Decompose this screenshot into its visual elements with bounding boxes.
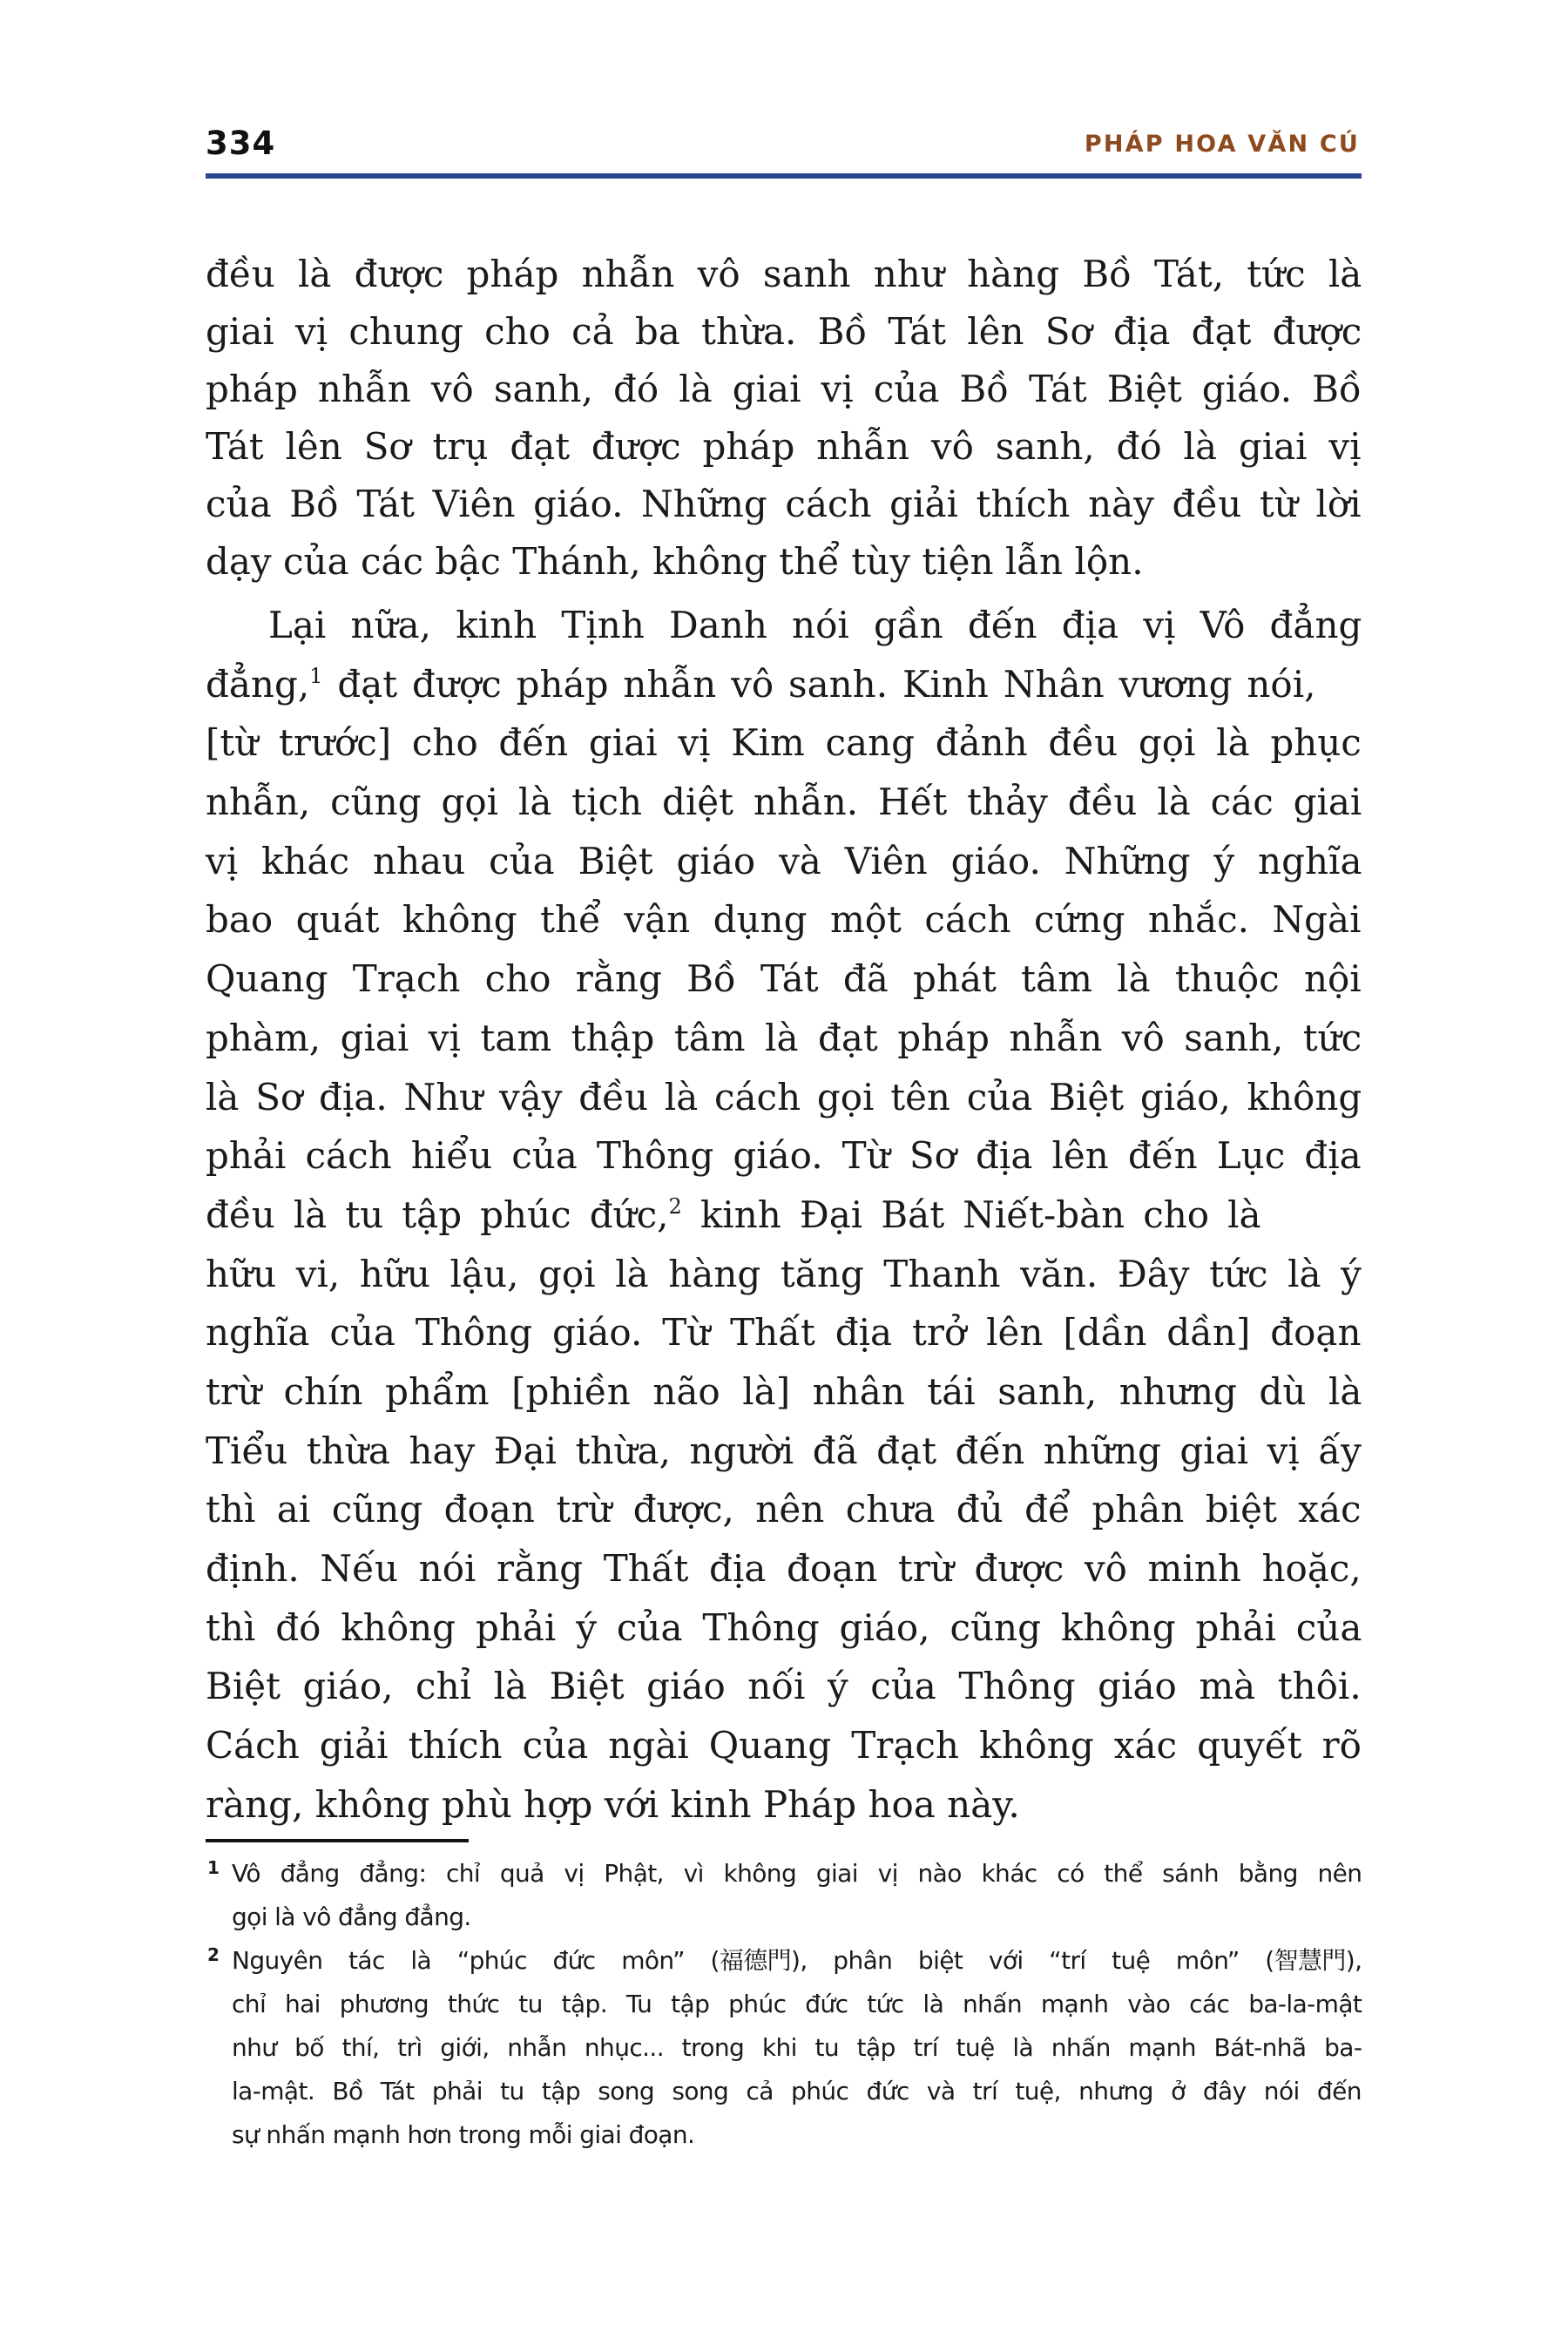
footnote-rule bbox=[206, 1839, 469, 1842]
footnote-marker: 2 bbox=[207, 1944, 220, 1965]
text-line: thì đó không phải ý của Thông giáo, cũng không phải của bbox=[206, 1605, 1362, 1649]
text-line: là Sơ địa. Như vậy đều là cách gọi tên của Biệt giáo, không bbox=[206, 1075, 1362, 1119]
text-line bbox=[206, 1186, 1362, 1245]
footnotes bbox=[206, 1852, 1362, 2157]
text-line: phàm, giai vị tam thập tâm là đạt pháp nhẫn vô sanh, tức bbox=[206, 1016, 1362, 1059]
footnote-ref-2[interactable]: 2 bbox=[668, 1193, 682, 1219]
text-line: nhẫn, cũng gọi là tịch diệt nhẫn. Hết thảy đều là các giai bbox=[206, 781, 1362, 824]
paragraph-2 bbox=[206, 596, 1362, 1834]
footnote-2 bbox=[206, 1939, 1362, 2157]
running-header bbox=[206, 122, 1362, 166]
text-line: dạy của các bậc Thánh, không thể tùy tiện lẫn lộn. bbox=[206, 540, 1144, 583]
text-line: nghĩa của Thông giáo. Từ Thất địa trở lên [dần dần] đoạn bbox=[206, 1311, 1362, 1355]
text-line: bao quát không thể vận dụng một cách cứng nhắc. Ngài bbox=[206, 898, 1362, 942]
footnote-ref-1[interactable]: 1 bbox=[309, 663, 323, 688]
text-line: Quang Trạch cho rằng Bồ Tát đã phát tâm là thuộc nội bbox=[206, 957, 1362, 1001]
footnote-line: Vô đẳng đẳng: chỉ quả vị Phật, vì không giai vị nào khác có thể sánh bằng nên bbox=[232, 1859, 1362, 1888]
footnote-line: sự nhấn mạnh hơn trong mỗi giai đoạn. bbox=[232, 2120, 695, 2149]
footnote-line: gọi là vô đẳng đẳng. bbox=[232, 1903, 471, 1931]
text-segment: đạt được pháp nhẫn vô sanh. Kinh Nhân vương nói, bbox=[337, 662, 1316, 706]
text-line: của Bồ Tát Viên giáo. Những cách giải thích này đều từ lời bbox=[206, 483, 1362, 525]
text-segment: kinh Đại Bát Niết-bàn cho là bbox=[700, 1193, 1261, 1236]
text-line: thì ai cũng đoạn trừ được, nên chưa đủ để phân biệt xác bbox=[206, 1488, 1362, 1531]
text-segment: đều là tu tập phúc đức, bbox=[206, 1193, 669, 1236]
text-line: Lại nữa, kinh Tịnh Danh nói gần đến địa vị Vô đẳng bbox=[268, 604, 1362, 646]
text-line: Biệt giáo, chỉ là Biệt giáo nối ý của Thông giáo mà thôi. bbox=[206, 1665, 1362, 1708]
text-line bbox=[206, 655, 1362, 714]
text-line: trừ chín phẩm [phiền não là] nhân tái sanh, nhưng dù là bbox=[206, 1369, 1362, 1413]
text-line: pháp nhẫn vô sanh, đó là giai vị của Bồ Tát Biệt giáo. Bồ bbox=[206, 368, 1362, 410]
text-line: ràng, không phù hợp với kinh Pháp hoa này. bbox=[206, 1782, 1020, 1826]
text-line: vị khác nhau của Biệt giáo và Viên giáo. Những ý nghĩa bbox=[206, 839, 1362, 882]
header-rule bbox=[206, 173, 1362, 179]
footnote-line: la-mật. Bồ Tát phải tu tập song song cả phúc đức và trí tuệ, nhưng ở đây nói đến bbox=[232, 2077, 1362, 2105]
footnote-line: như bố thí, trì giới, nhẫn nhục... trong khi tu tập trí tuệ là nhấn mạnh Bát-nhã ba- bbox=[232, 2033, 1362, 2062]
footnote-1 bbox=[206, 1852, 1362, 1939]
footnote-line: chỉ hai phương thức tu tập. Tu tập phúc đức tức là nhấn mạnh vào các ba-la-mật bbox=[232, 1990, 1362, 2018]
text-line: phải cách hiểu của Thông giáo. Từ Sơ địa lên đến Lục địa bbox=[206, 1134, 1362, 1178]
text-line: [từ trước] cho đến giai vị Kim cang đảnh đều gọi là phục bbox=[206, 721, 1362, 765]
text-line: Tiểu thừa hay Đại thừa, người đã đạt đến những giai vị ấy bbox=[206, 1429, 1362, 1472]
text-segment: đẳng, bbox=[206, 662, 310, 706]
text-line: Cách giải thích của ngài Quang Trạch không xác quyết rõ bbox=[206, 1724, 1362, 1767]
footnote-marker: 1 bbox=[207, 1857, 220, 1878]
text-line: định. Nếu nói rằng Thất địa đoạn trừ được vô minh hoặc, bbox=[206, 1547, 1362, 1590]
book-title: PHÁP HOA VĂN CÚ bbox=[1084, 131, 1360, 158]
paragraph-1 bbox=[206, 246, 1362, 591]
page-number: 334 bbox=[206, 125, 276, 162]
footnote-line: Nguyên tác là “phúc đức môn” (福德門), phân biệt với “trí tuệ môn” (智慧門), bbox=[232, 1946, 1362, 1975]
text-line: Tát lên Sơ trụ đạt được pháp nhẫn vô sanh, đó là giai vị bbox=[206, 425, 1362, 468]
text-line: hữu vi, hữu lậu, gọi là hàng tăng Thanh văn. Đây tức là ý bbox=[206, 1252, 1362, 1295]
text-line: giai vị chung cho cả ba thừa. Bồ Tát lên Sơ địa đạt được bbox=[206, 310, 1362, 353]
text-line: đều là được pháp nhẫn vô sanh như hàng Bồ Tát, tức là bbox=[206, 253, 1362, 295]
